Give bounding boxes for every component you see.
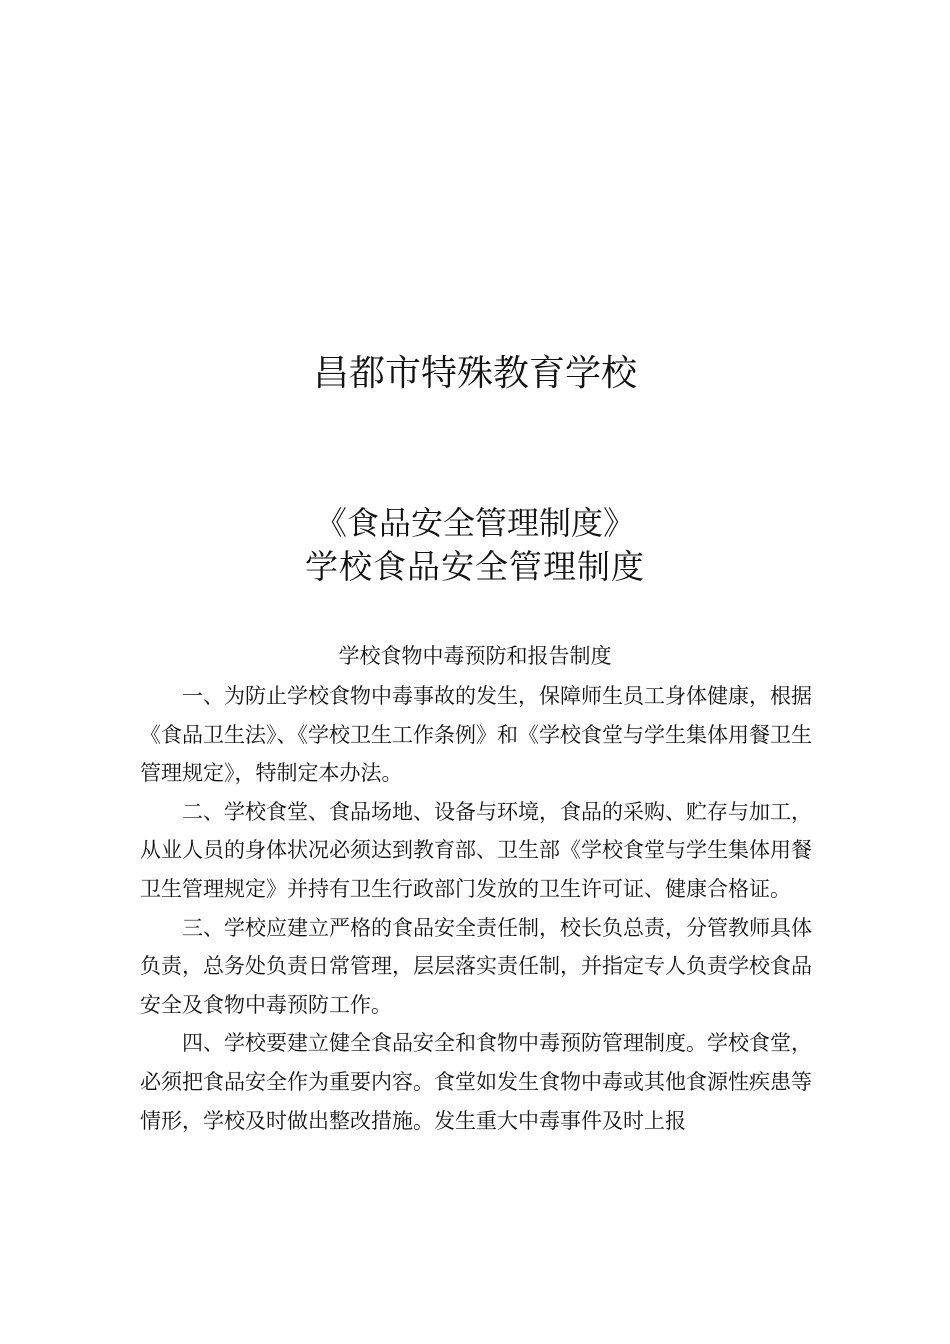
- document-title-line2: 学校食品安全管理制度: [305, 547, 645, 586]
- section-heading: 学校食物中毒预防和报告制度: [338, 644, 612, 668]
- paragraph-1: 一、为防止学校食物中毒事故的发生，保障师生员工身体健康，根据《食品卫生法》、《学校卫生工作条例》和《学校食堂与学生集体用餐卫生管理规定》，特制定本办法。: [140, 684, 812, 786]
- body-text: [140, 677, 812, 1140]
- paragraph-4: 四、学校要建立健全食品安全和食物中毒预防管理制度。学校食堂，必须把食品安全作为重要内容。食堂如发生食物中毒或其他食源性疾患等情形，学校及时做出整改措施。发生重大中毒事件及时上报: [140, 1031, 812, 1133]
- school-name: 昌都市特殊教育学校: [312, 353, 637, 394]
- document-title-line1: 《食品安全管理制度》: [314, 504, 635, 542]
- paragraph-2: 二、学校食堂、食品场地、设备与环境，食品的采购、贮存与加工，从业人员的身体状况必须达到教育部、卫生部《学校食堂与学生集体用餐卫生管理规定》并持有卫生行政部门发放的卫生许可证、健康合格证。: [140, 799, 812, 901]
- paragraph-3: 三、学校应建立严格的食品安全责任制，校长负总责，分管教师具体负责，总务处负责日常管理，层层落实责任制，并指定专人负责学校食品安全及食物中毒预防工作。: [140, 915, 812, 1017]
